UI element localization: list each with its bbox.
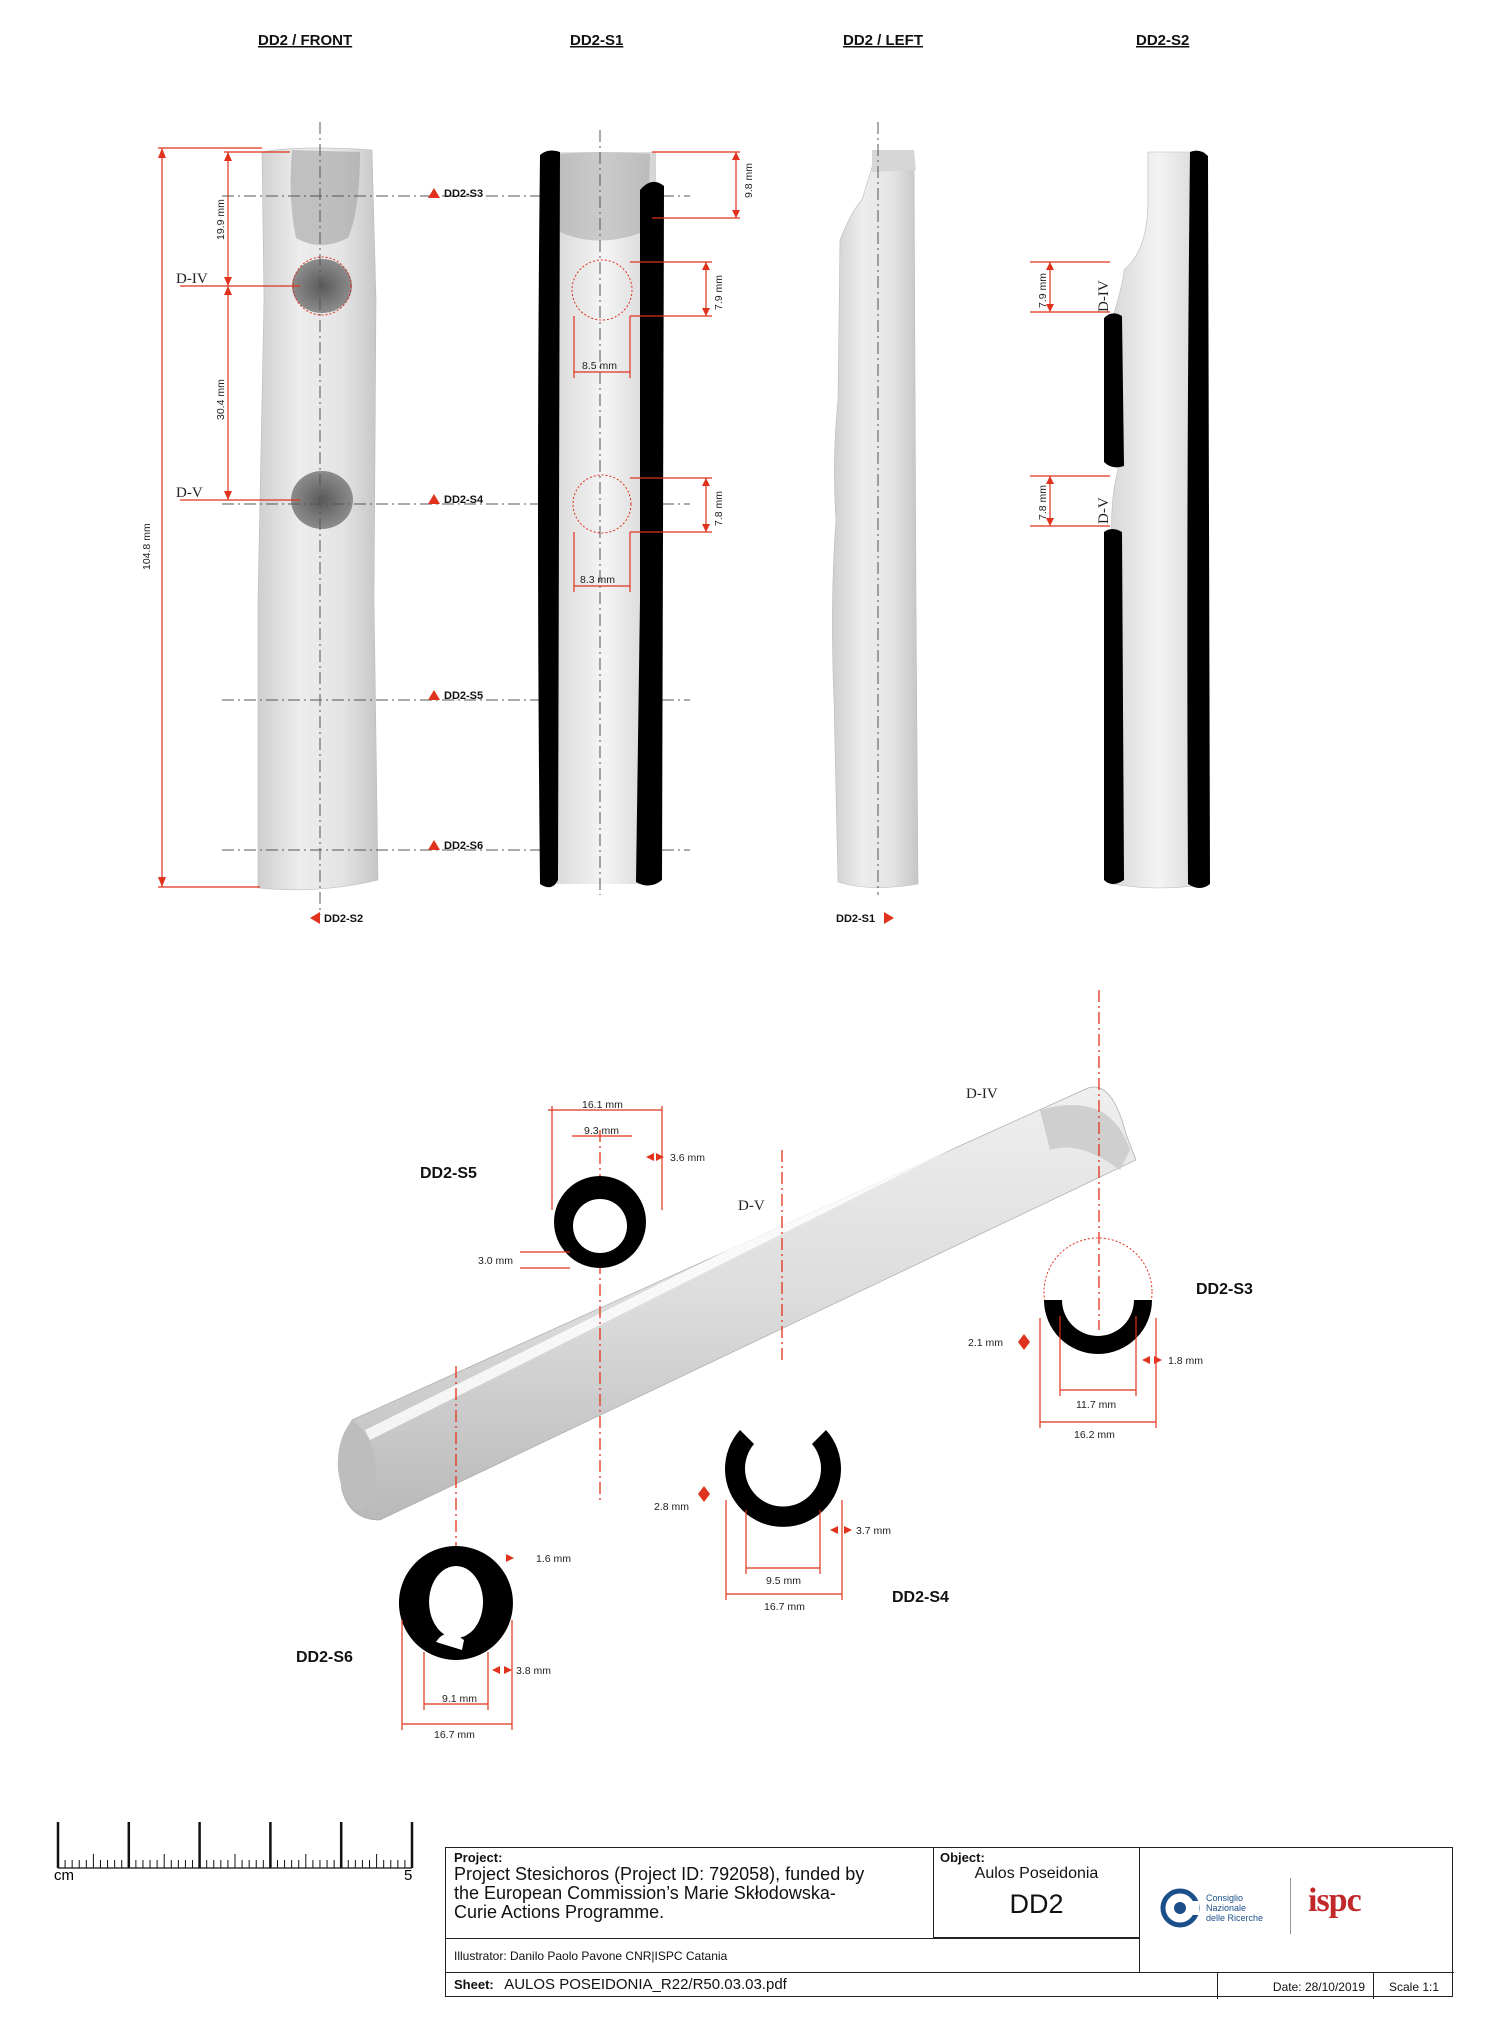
object-code: DD2 <box>1009 1889 1064 1919</box>
object-label: Object: <box>940 1850 985 1865</box>
s6-inner-dim: 9.1 mm <box>442 1693 478 1705</box>
s1-view-title: DD2-S1 <box>570 32 624 49</box>
project-line-1: Project Stesichoros (Project ID: 792058), funded by <box>454 1864 865 1884</box>
s3-inner-dim: 11.7 mm <box>1076 1399 1117 1411</box>
s6-label: DD2-S6 <box>296 1649 353 1666</box>
s2-hole-v-label: D-V <box>1096 497 1112 524</box>
s4-outer-dim: 16.7 mm <box>764 1601 805 1613</box>
s1-view <box>538 130 755 895</box>
s4-wall-l-dim: 2.8 mm <box>654 1501 690 1513</box>
front-view-title: DD2 / FRONT <box>258 32 353 49</box>
sheet-cell <box>446 1973 1218 1999</box>
s2-hole-iv-height: 7.9 mm <box>1037 272 1049 308</box>
object-name: Aulos Poseidonia <box>974 1865 1099 1882</box>
s5-label: DD2-S5 <box>420 1165 477 1182</box>
date-cell <box>1218 1973 1374 1999</box>
ruler-unit: cm <box>54 1867 74 1884</box>
marker-s3: DD2-S3 <box>444 188 484 200</box>
project-label: Project: <box>454 1850 503 1865</box>
section-s4 <box>654 1430 949 1613</box>
s1-dim-top: 9.8 mm <box>743 162 755 198</box>
s6-outer-dim: 16.7 mm <box>434 1729 475 1741</box>
sheet-row <box>446 1972 1454 1998</box>
s1-hole-v-width: 8.3 mm <box>580 574 616 586</box>
cnr-logo-icon <box>1160 1888 1200 1928</box>
s5-inner-dim: 9.3 mm <box>584 1125 620 1137</box>
object-cell <box>934 1848 1140 1938</box>
front-dim-mid: 30.4 mm <box>215 379 227 420</box>
front-hole-iv-label: D-IV <box>176 271 208 287</box>
project-cell <box>446 1848 934 1938</box>
left-cut-ref: DD2-S1 <box>836 913 876 925</box>
s2-hole-iv-label: D-IV <box>1096 280 1112 312</box>
ispc-logo <box>1308 1882 1361 1920</box>
iso-hole-iv-label: D-IV <box>966 1086 998 1102</box>
sheet-value: AULOS POSEIDONIA_R22/R50.03.03.pdf <box>504 1976 787 1993</box>
left-view <box>832 122 918 925</box>
s3-wall-r-dim: 1.8 mm <box>1168 1355 1204 1367</box>
left-view-title: DD2 / LEFT <box>843 32 924 49</box>
front-dim-top: 19.9 mm <box>215 199 227 240</box>
iso-hole-v-label: D-V <box>738 1198 765 1214</box>
illustrator: Illustrator: Danilo Paolo Pavone CNR|ISPC Catania <box>454 1949 728 1963</box>
cnr-line-1: Consiglio <box>1206 1893 1244 1903</box>
s3-outer-dim: 16.2 mm <box>1074 1429 1115 1441</box>
s2-hole-v-height: 7.8 mm <box>1037 484 1049 520</box>
cnr-line-2: Nazionale <box>1206 1903 1247 1913</box>
s6-wall-t-dim: 1.6 mm <box>536 1553 572 1565</box>
title-block <box>445 1847 1453 1997</box>
marker-s5: DD2-S5 <box>444 690 484 702</box>
project-line-2: the European Commission’s Marie Skłodowska- <box>454 1883 836 1903</box>
marker-s4: DD2-S4 <box>444 494 484 506</box>
sheet-label: Sheet: <box>454 1977 494 1992</box>
date: Date: 28/10/2019 <box>1272 1980 1365 1994</box>
section-s5 <box>420 1099 705 1268</box>
s2-view <box>1030 151 1210 888</box>
cnr-logo <box>1160 1888 1263 1928</box>
s1-hole-iv-height: 7.9 mm <box>713 274 725 310</box>
front-cut-ref: DD2-S2 <box>324 913 364 925</box>
ruler-end: 5 <box>404 1867 413 1884</box>
s2-view-title: DD2-S2 <box>1136 32 1190 49</box>
front-height-dim: 104.8 mm <box>141 523 153 570</box>
hole-v <box>291 471 353 529</box>
marker-s6: DD2-S6 <box>444 840 484 852</box>
s5-outer-dim: 16.1 mm <box>582 1099 623 1111</box>
s5-wall-b-dim: 3.0 mm <box>478 1255 514 1267</box>
section-s3 <box>968 1238 1253 1441</box>
s4-wall-r-dim: 3.7 mm <box>856 1525 892 1537</box>
s4-inner-dim: 9.5 mm <box>766 1575 802 1587</box>
scale: Scale 1:1 <box>1388 1980 1440 1994</box>
cnr-line-3: delle Ricerche <box>1206 1913 1264 1923</box>
s1-hole-iv-width: 8.5 mm <box>582 360 618 372</box>
s5-wall-r-dim: 3.6 mm <box>670 1152 706 1164</box>
front-view <box>141 122 378 925</box>
ispc-logo-mark: ispc <box>1308 1882 1361 1919</box>
s1-hole-v-height: 7.8 mm <box>713 490 725 526</box>
s3-label: DD2-S3 <box>1196 1281 1253 1298</box>
scale-cell <box>1374 1973 1454 1999</box>
logos-cell <box>1140 1848 1454 1972</box>
project-line-3: Curie Actions Programme. <box>454 1902 665 1922</box>
section-s6 <box>296 1546 571 1741</box>
front-hole-v-label: D-V <box>176 485 203 501</box>
s6-wall-r-dim: 3.8 mm <box>516 1665 552 1677</box>
scale-ruler <box>58 1822 412 1868</box>
hole-iv <box>292 259 352 313</box>
s4-label: DD2-S4 <box>892 1589 949 1606</box>
illustrator-cell <box>446 1938 1140 1972</box>
s3-wall-l-dim: 2.1 mm <box>968 1337 1004 1349</box>
